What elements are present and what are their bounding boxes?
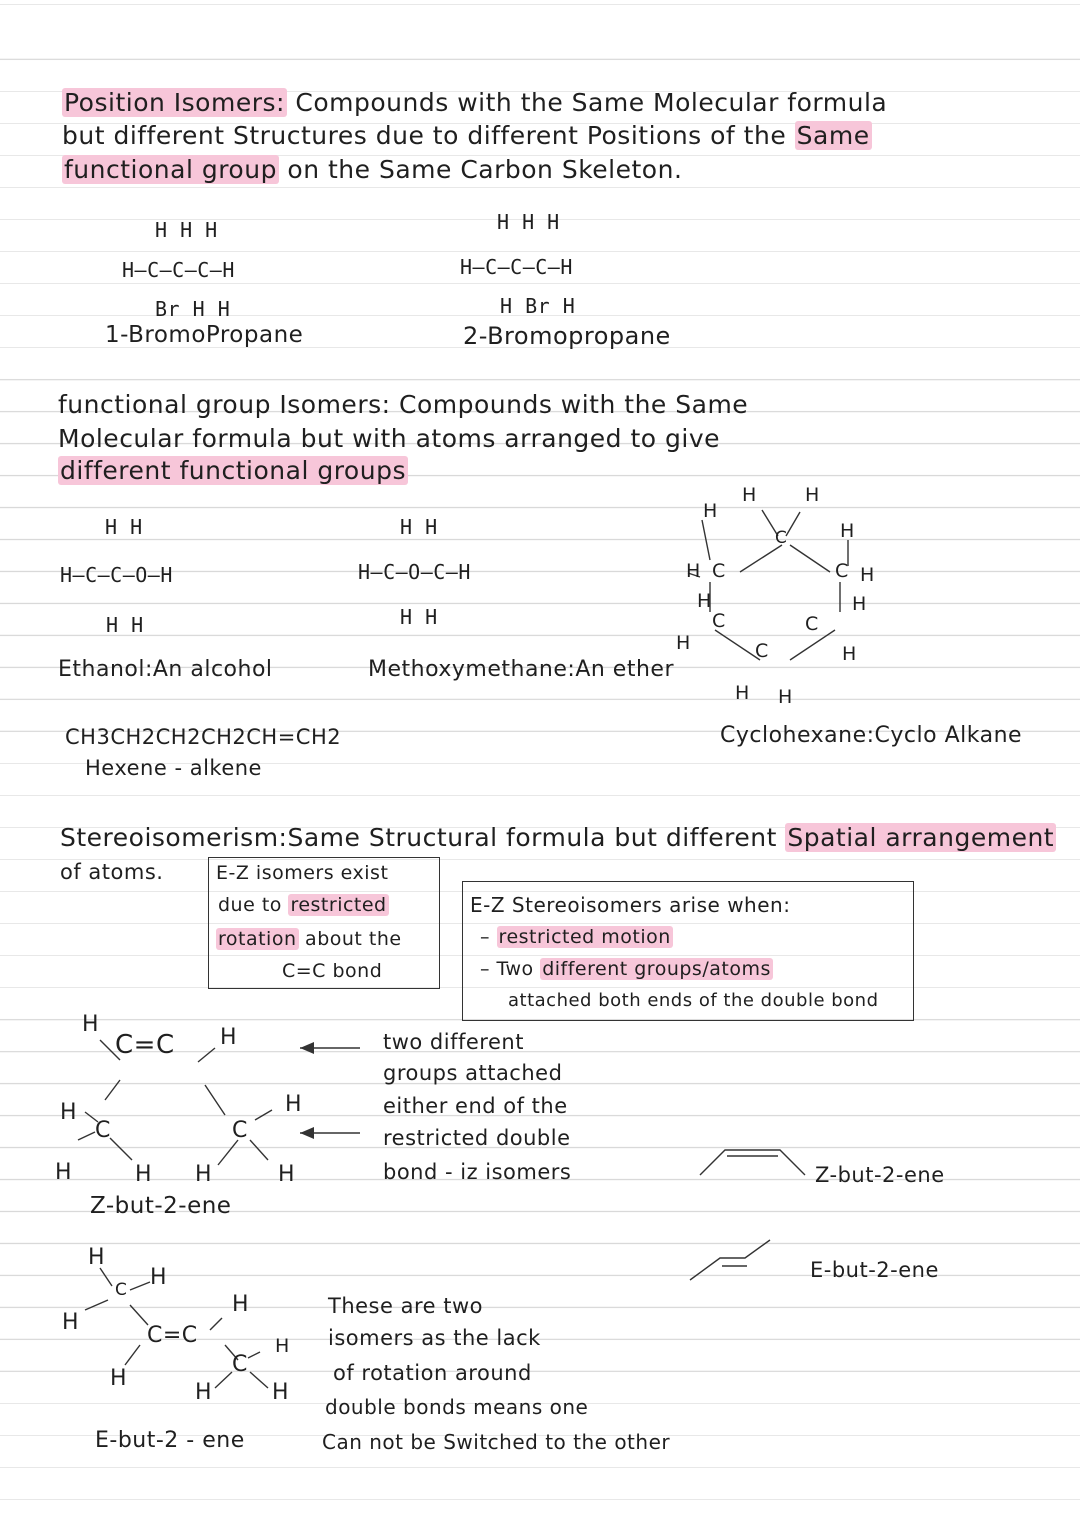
emol-c-1: C: [115, 1280, 128, 1300]
note-line-5: Can not be Switched to the other: [322, 1430, 671, 1454]
zmol-name: Z-but-2-ene: [90, 1193, 232, 1219]
stereo-line-2: of atoms.: [60, 860, 164, 884]
box1-text-2: due to: [218, 894, 289, 916]
cyclo-c-3: C: [835, 560, 849, 582]
position-text-2: but different Structures due to different Positions of the: [62, 121, 795, 150]
functional-text-1: Compounds with the Same: [390, 390, 749, 419]
box2-highlight-restricted-motion: restricted motion: [498, 926, 671, 948]
zmol-h-8: H: [278, 1162, 296, 1187]
arrow-note-2: groups attached: [383, 1061, 563, 1085]
cyclo-c-4: C: [712, 610, 726, 632]
cyclo-h-12: H: [778, 686, 793, 708]
cyclo-c-6: C: [755, 640, 769, 662]
methoxy-name: Methoxymethane:An ether: [368, 657, 674, 682]
zmol-h-7: H: [195, 1162, 213, 1187]
mol2-bottom-row: H Br H: [500, 294, 576, 318]
box2-bullet-2: – Two different groups/atoms: [480, 958, 771, 980]
cyclohexane-name: Cyclohexane:Cyclo Alkane: [720, 723, 1023, 748]
cyclo-h-3: H: [805, 484, 820, 506]
stereo-term: Stereoisomerism:: [60, 823, 288, 852]
position-highlight-same: Same: [796, 121, 870, 150]
cyclo-h-8: H: [852, 593, 867, 615]
ethanol-bottom-row: H H: [106, 613, 144, 637]
emol-h-3: H: [232, 1292, 250, 1317]
arrow-note-4: restricted double: [383, 1126, 571, 1150]
cyclo-c-2: C: [712, 560, 726, 582]
mol1-main-row: H—C—C—C—H: [122, 258, 235, 282]
zmol-c-1: C: [95, 1118, 111, 1143]
box1-line-4: C=C bond: [282, 960, 383, 982]
box1-highlight-rotation: rotation: [218, 928, 297, 950]
arrow-note-1: two different: [383, 1030, 524, 1054]
zmol-h-2: H: [220, 1025, 238, 1050]
box1-text-3: about the: [298, 928, 402, 950]
methoxy-main-row: H—C—O—C—H: [358, 560, 471, 584]
mol1-name: 1-BromoPropane: [105, 322, 304, 348]
emol-h-1: H: [88, 1245, 106, 1270]
box1-line-1: E-Z isomers exist: [216, 862, 389, 884]
emol-h-6: H: [110, 1366, 128, 1391]
cyclo-h-2: H: [742, 484, 757, 506]
e-skeletal-label: E-but-2-ene: [810, 1258, 939, 1282]
note-line-3: of rotation around: [333, 1361, 532, 1385]
functional-highlight: different functional groups: [60, 456, 406, 485]
box2-title: E-Z Stereoisomers arise when:: [470, 893, 791, 917]
cyclo-h-1: H: [703, 500, 718, 522]
ethanol-main-row: H—C—C—O—H: [60, 563, 173, 587]
emol-h-8: H: [272, 1380, 290, 1405]
position-term: Position Isomers:: [64, 88, 285, 117]
cyclo-h-7: H: [697, 590, 712, 612]
mol2-top-row: H H H: [497, 210, 560, 234]
emol-h-7: H: [195, 1380, 213, 1405]
position-text-1: Compounds with the Same Molecular formula: [295, 88, 888, 117]
emol-h-2: H: [150, 1265, 168, 1290]
emol-h-5: H: [275, 1335, 290, 1357]
stereo-text-1: Same Structural formula but different: [287, 823, 786, 852]
methoxy-top-row: H H: [400, 515, 438, 539]
box1-highlight-restricted: restricted: [290, 894, 387, 916]
zmol-h-1: H: [82, 1012, 100, 1037]
cyclo-c-1: C: [775, 528, 788, 548]
box2-bullet-1: – restricted motion: [480, 926, 671, 948]
zmol-h-6: H: [135, 1162, 153, 1187]
cyclo-h-9: H: [676, 632, 691, 654]
emol-c-2: C: [232, 1352, 248, 1377]
hexene-name: Hexene - alkene: [85, 756, 262, 780]
functional-line-2: Molecular formula but with atoms arranged to give: [58, 424, 721, 453]
note-line-1: These are two: [328, 1294, 483, 1318]
zmol-double-bond: C=C: [115, 1030, 175, 1060]
zmol-h-5: H: [55, 1160, 73, 1185]
position-text-3: on the Same Carbon Skeleton.: [278, 155, 683, 184]
emol-double-bond: C=C: [147, 1323, 198, 1348]
ethanol-name: Ethanol:An alcohol: [58, 657, 273, 682]
ethanol-top-row: H H: [105, 515, 143, 539]
zmol-h-3: H: [60, 1100, 78, 1125]
mol2-name: 2-Bromopropane: [463, 322, 671, 350]
functional-term: functional group Isomers:: [58, 390, 391, 419]
methoxy-bottom-row: H H: [400, 605, 438, 629]
note-line-2: isomers as the lack: [328, 1326, 541, 1350]
cyclo-h-10: H: [842, 643, 857, 665]
box2-highlight-groups: different groups/atoms: [542, 958, 771, 980]
arrow-note-3: either end of the: [383, 1094, 568, 1118]
zmol-h-4: H: [285, 1092, 303, 1117]
arrow-note-5: bond - iz isomers: [383, 1160, 572, 1184]
cyclo-h-5: H: [686, 560, 701, 582]
mol2-main-row: H—C—C—C—H: [460, 255, 573, 279]
cyclo-c-5: C: [805, 613, 819, 635]
emol-h-4: H: [62, 1310, 80, 1335]
cyclo-h-6: H: [860, 564, 875, 586]
stereo-highlight-spatial: Spatial arrangement: [787, 823, 1055, 852]
position-highlight-functional-group: functional group: [64, 155, 277, 184]
emol-name: E-but-2 - ene: [95, 1428, 245, 1453]
box2-text-two: Two: [496, 958, 541, 980]
cyclo-h-4: H: [840, 520, 855, 542]
box2-bullet-3: attached both ends of the double bond: [508, 990, 879, 1011]
z-skeletal-label: Z-but-2-ene: [815, 1163, 945, 1187]
mol1-bottom-row: Br H H: [155, 297, 231, 321]
hexene-formula: CH3CH2CH2CH2CH=CH2: [65, 725, 342, 749]
cyclo-h-11: H: [735, 682, 750, 704]
note-line-4: double bonds means one: [325, 1395, 589, 1419]
mol1-top-row: H H H: [155, 218, 218, 242]
zmol-c-2: C: [232, 1118, 248, 1143]
